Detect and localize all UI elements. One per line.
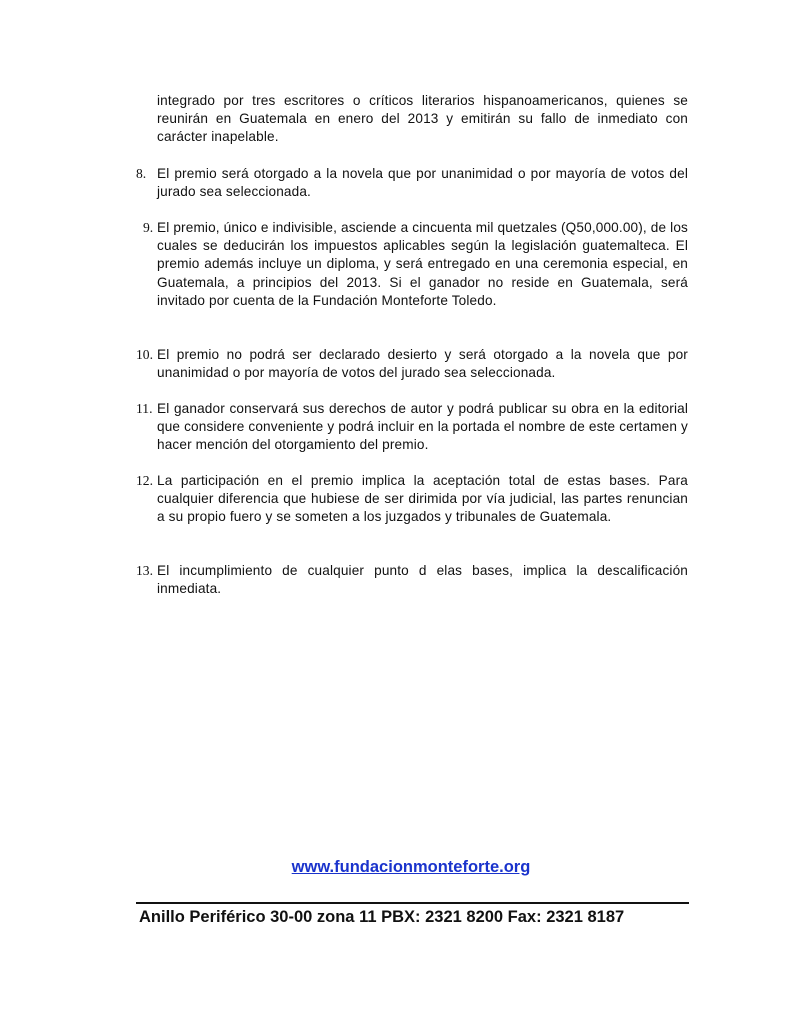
item-text-12: La participación en el premio implica la aceptación total de estas bases. Para cualquier diferencia que hubiese de ser dirimida por vía judicial, las partes renuncian a su propio fuero y se someten a los juzgados y tribunales de Guatemala. bbox=[157, 473, 688, 525]
item-number-10: 10. bbox=[136, 347, 153, 362]
website-link[interactable]: www.fundacionmonteforte.org bbox=[291, 858, 531, 876]
item-text-13: El incumplimiento de cualquier punto d elas bases, implica la descalificación inmediata. bbox=[157, 563, 688, 597]
item-text-11: El ganador conservará sus derechos de autor y podrá publicar su obra en la editorial que considere conveniente y podrá incluir en la portada el nombre de este certamen y hacer mención del otorgamiento del premio. bbox=[157, 401, 688, 453]
item-text-10: El premio no podrá ser declarado desierto y será otorgado a la novela que por unanimidad o por mayoría de votos del jurado sea seleccionada. bbox=[157, 347, 688, 381]
footer-divider bbox=[136, 902, 689, 904]
item-text-8: El premio será otorgado a la novela que por unanimidad o por mayoría de votos del jurado sea seleccionada. bbox=[157, 166, 688, 200]
item-number-12: 12. bbox=[136, 473, 153, 488]
footer-address: Anillo Periférico 30-00 zona 11 PBX: 2321 8200 Fax: 2321 8187 bbox=[139, 908, 625, 926]
item-number-9: 9. bbox=[143, 220, 154, 235]
item-number-11: 11. bbox=[136, 401, 153, 416]
continued-paragraph: integrado por tres escritores o críticos literarios hispanoamericanos, quienes se reunirán en Guatemala en enero del 2013 y emitirán su fallo de inmediato con carácter inapelable. bbox=[157, 93, 688, 145]
item-number-13: 13. bbox=[136, 563, 153, 578]
item-text-9: El premio, único e indivisible, asciende a cincuenta mil quetzales (Q50,000.00), de los cuales se deducirán los impuestos aplicables según la legislación guatemalteca. El premio además incluye un diploma, y será entregado en una ceremonia especial, en Guatemala, a principios del 2013. Si el ganador no reside en Guatemala, será invitado por cuenta de la Fundación Monteforte Toledo. bbox=[157, 220, 688, 308]
item-number-8: 8. bbox=[136, 166, 147, 181]
